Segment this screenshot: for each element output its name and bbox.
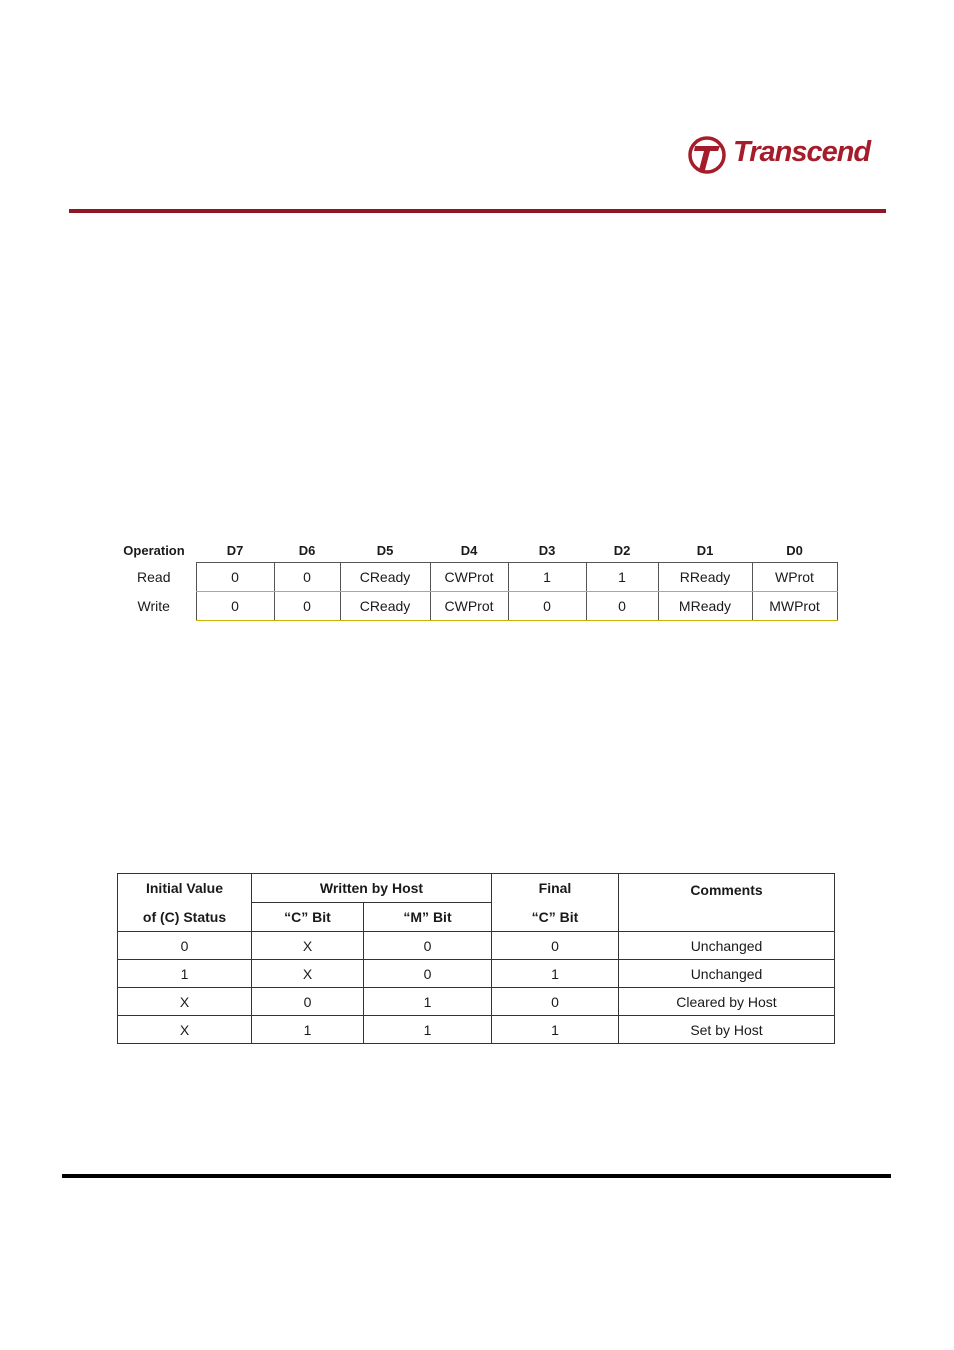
status-header-row-1 [118,874,835,903]
bit-cell: WProt [752,563,837,592]
m-bit-cell: 1 [364,1016,492,1044]
transcend-logo [686,132,886,178]
header-rule [69,209,886,213]
table-row [118,988,835,1016]
operation-label: Write [137,598,170,614]
header-initial-value: Initial Value [118,874,252,903]
bit-cell: 1 [508,563,586,592]
bit-cell: 0 [274,563,340,592]
header-d0: D0 [786,542,803,558]
bit-cell: CReady [340,563,430,592]
c-bit-cell: X [252,932,364,960]
brand-name: Transcend [733,136,871,168]
m-bit-cell: 1 [364,988,492,1016]
c-bit-cell: 1 [252,1016,364,1044]
bit-cell: 0 [508,592,586,621]
transcend-logo-icon [686,132,730,176]
final-c-bit-cell: 1 [492,1016,619,1044]
initial-value-cell: 0 [118,932,252,960]
header-operation: Operation [123,542,185,558]
operation-label: Read [137,569,171,585]
table-row [112,592,837,621]
footer-rule [62,1174,891,1178]
initial-value-cell: X [118,1016,252,1044]
initial-value-cell: X [118,988,252,1016]
comment-cell: Unchanged [619,960,835,988]
header-final: Final [492,874,619,903]
register-header-row [112,538,837,563]
status-bit-table [117,873,835,1044]
header-m-bit: “M” Bit [364,903,492,932]
bit-cell: 0 [196,592,274,621]
header-written-by-host: Written by Host [252,874,492,903]
bit-cell: MReady [658,592,752,621]
bit-cell: 1 [586,563,658,592]
final-c-bit-cell: 0 [492,932,619,960]
header-d4: D4 [460,542,478,558]
comment-cell: Unchanged [619,932,835,960]
m-bit-cell: 0 [364,932,492,960]
header-d1: D1 [696,542,714,558]
header-final-c-bit: “C” Bit [492,903,619,932]
table-row [112,563,837,592]
bit-cell: 0 [586,592,658,621]
comment-cell: Cleared by Host [619,988,835,1016]
c-bit-cell: X [252,960,364,988]
header-c-bit: “C” Bit [252,903,364,932]
bit-cell: MWProt [752,592,837,621]
register-bit-table [112,538,838,621]
bit-cell: 0 [196,563,274,592]
header-d2: D2 [613,542,631,558]
bit-cell: CReady [340,592,430,621]
header-comments: Comments [619,874,835,932]
m-bit-cell: 0 [364,960,492,988]
final-c-bit-cell: 0 [492,988,619,1016]
initial-value-cell: 1 [118,960,252,988]
bit-cell: RReady [658,563,752,592]
header-d6: D6 [298,542,316,558]
header-d3: D3 [538,542,556,558]
header-c-status: of (C) Status [118,903,252,932]
c-bit-cell: 0 [252,988,364,1016]
table-row [118,932,835,960]
final-c-bit-cell: 1 [492,960,619,988]
table-row [118,1016,835,1044]
bit-cell: 0 [274,592,340,621]
header-d5: D5 [376,542,394,558]
bit-cell: CWProt [430,592,508,621]
bit-cell: CWProt [430,563,508,592]
header-d7: D7 [226,542,244,558]
comment-cell: Set by Host [619,1016,835,1044]
table-row [118,960,835,988]
